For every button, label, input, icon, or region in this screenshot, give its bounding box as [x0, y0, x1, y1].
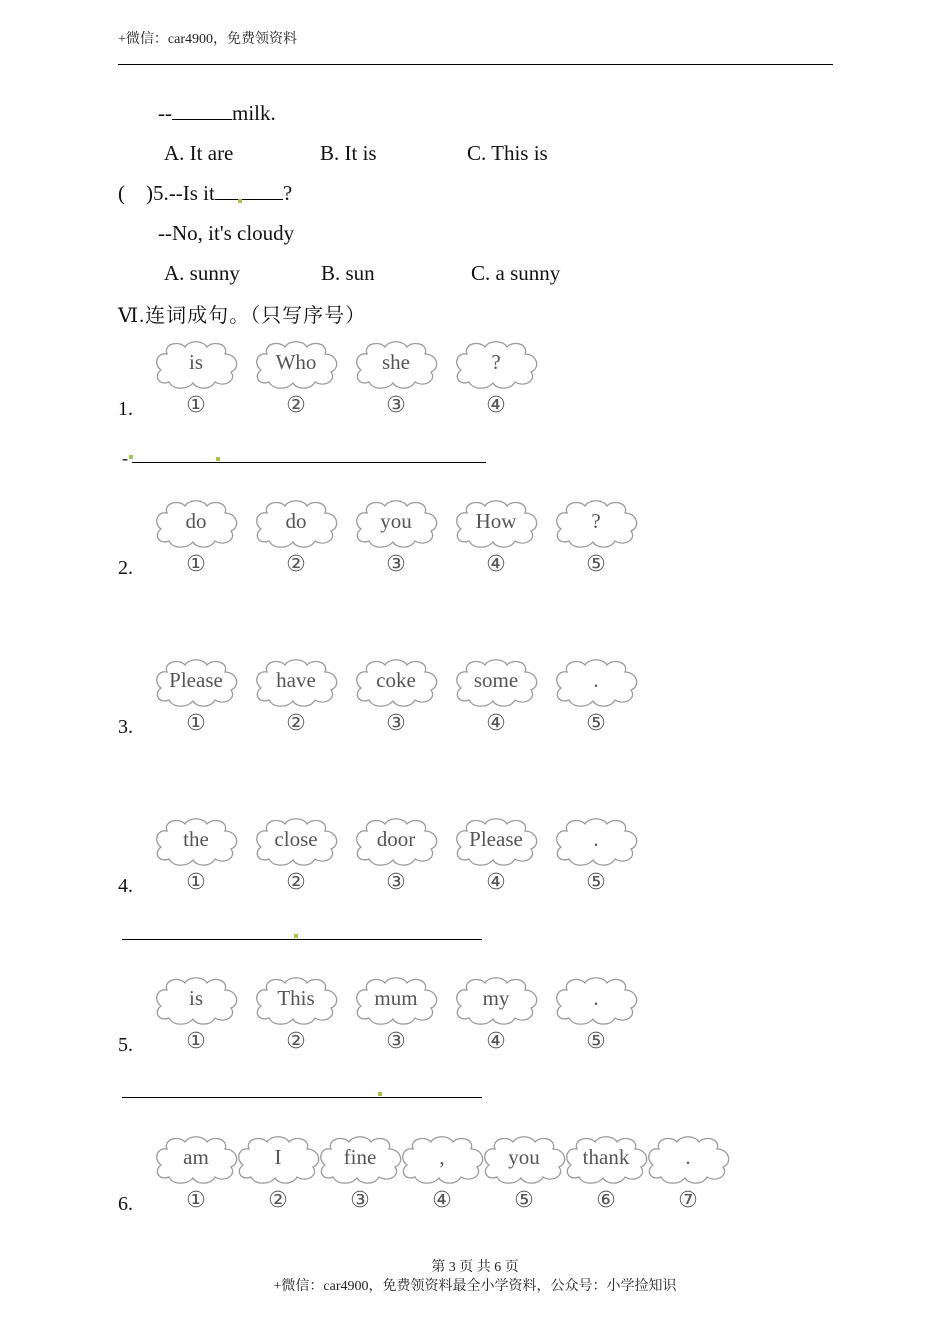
cloud-word: . — [593, 668, 599, 692]
cloud-word: . — [593, 986, 599, 1010]
marker-dot — [238, 199, 242, 203]
q4-tail-prefix: -- — [158, 101, 172, 125]
word-cloud — [353, 817, 439, 863]
sentence-number: 4. — [118, 875, 133, 897]
word-cloud — [563, 1135, 649, 1181]
cloud-word: she — [382, 350, 410, 374]
word-cloud — [453, 817, 539, 863]
cloud-word: ? — [491, 350, 501, 374]
circled-number: ③ — [386, 870, 406, 895]
word-cloud — [353, 340, 439, 386]
cloud-word: the — [183, 827, 209, 851]
circled-number: ③ — [386, 552, 406, 577]
word-cloud — [553, 658, 639, 704]
cloud-word: thank — [582, 1145, 630, 1169]
circled-number: ② — [286, 1029, 306, 1054]
marker-dot — [378, 1092, 382, 1096]
circled-number: ② — [286, 393, 306, 418]
circled-number: ④ — [486, 393, 506, 418]
q5-option-a: A. sunny — [164, 261, 240, 285]
word-cloud — [153, 499, 239, 545]
cloud-word: am — [183, 1145, 209, 1169]
cloud-word: my — [482, 986, 510, 1010]
circled-number: ① — [186, 711, 206, 736]
header-text: +微信：car4900，免费领资料 — [118, 32, 297, 47]
marker-dot — [129, 455, 133, 459]
word-cloud — [253, 658, 339, 704]
word-cloud — [235, 1135, 321, 1181]
cloud-word: I — [274, 1145, 282, 1169]
word-cloud — [153, 817, 239, 863]
circled-number: ① — [186, 1188, 206, 1213]
word-cloud — [153, 976, 239, 1022]
cloud-word: , — [439, 1145, 445, 1169]
word-cloud — [153, 340, 239, 386]
word-cloud — [153, 658, 239, 704]
marker-dot — [216, 457, 220, 461]
q4-option-c: C. This is — [467, 141, 548, 165]
cloud-word: is — [188, 986, 203, 1010]
cloud-word: coke — [376, 668, 416, 692]
word-cloud — [553, 817, 639, 863]
circled-number: ③ — [386, 711, 406, 736]
word-cloud — [353, 976, 439, 1022]
cloud-word: close — [274, 827, 318, 851]
circled-number: ③ — [386, 393, 406, 418]
cloud-word: have — [276, 668, 316, 692]
cloud-word: Please — [469, 827, 523, 851]
answer-line-5[interactable] — [122, 1097, 482, 1098]
circled-number: ⑤ — [586, 1029, 606, 1054]
circled-number: ⑤ — [586, 711, 606, 736]
footer-text: +微信：car4900，免费领资料最全小学资料，公众号：小学捡知识 — [273, 1279, 677, 1294]
word-cloud — [317, 1135, 403, 1181]
word-cloud — [399, 1135, 485, 1181]
circled-number: ① — [186, 870, 206, 895]
answer-1-prefix: - — [122, 448, 128, 468]
circled-number: ② — [268, 1188, 288, 1213]
answer-line-4[interactable] — [122, 939, 482, 940]
cloud-word: you — [380, 509, 412, 533]
sentence-number: 3. — [118, 716, 133, 738]
circled-number: ⑤ — [586, 870, 606, 895]
circled-number: ④ — [486, 552, 506, 577]
q5-stem-text: ( )5.--Is it — [118, 181, 215, 205]
circled-number: ④ — [432, 1188, 452, 1213]
circled-number: ① — [186, 393, 206, 418]
cloud-word: Who — [275, 350, 317, 374]
q4-option-a: A. It are — [164, 141, 234, 165]
header-divider — [118, 64, 833, 65]
marker-dot — [294, 934, 298, 938]
q5-stem — [118, 181, 292, 206]
q4-tail-suffix: milk. — [232, 101, 276, 125]
circled-number: ④ — [486, 870, 506, 895]
sentence-number: 1. — [118, 398, 133, 420]
word-cloud — [553, 976, 639, 1022]
sentence-number: 2. — [118, 557, 133, 579]
circled-number: ① — [186, 1029, 206, 1054]
q5-reply: --No, it's cloudy — [158, 221, 295, 245]
q5-stem-end: ? — [282, 181, 293, 205]
answer-line-1[interactable] — [132, 462, 486, 463]
word-cloud — [453, 340, 539, 386]
cloud-word: some — [473, 668, 519, 692]
word-cloud — [553, 499, 639, 545]
section-6-title: Ⅵ.连词成句。（只写序号） — [118, 305, 367, 327]
cloud-word: How — [475, 509, 517, 533]
cloud-word: ? — [591, 509, 601, 533]
circled-number: ⑦ — [678, 1188, 698, 1213]
cloud-word: This — [277, 986, 315, 1010]
cloud-word: do — [185, 509, 207, 533]
cloud-word: . — [593, 827, 599, 851]
q5-option-c: C. a sunny — [471, 261, 561, 285]
word-cloud — [253, 976, 339, 1022]
circled-number: ④ — [486, 711, 506, 736]
circled-number: ⑤ — [586, 552, 606, 577]
word-cloud — [253, 499, 339, 545]
circled-number: ④ — [486, 1029, 506, 1054]
q4-blank — [172, 101, 232, 120]
cloud-word: do — [285, 509, 307, 533]
circled-number: ② — [286, 552, 306, 577]
word-cloud — [481, 1135, 567, 1181]
footer-page-number: 第 3 页 共 6 页 — [431, 1260, 519, 1275]
cloud-word: you — [508, 1145, 540, 1169]
q4-tail — [158, 101, 276, 126]
cloud-word: is — [188, 350, 203, 374]
cloud-word: fine — [343, 1145, 377, 1169]
circled-number: ③ — [386, 1029, 406, 1054]
word-cloud — [453, 658, 539, 704]
sentence-number: 6. — [118, 1193, 133, 1215]
q5-blank — [215, 181, 283, 200]
word-cloud — [353, 658, 439, 704]
circled-number: ② — [286, 870, 306, 895]
cloud-word: mum — [374, 986, 418, 1010]
circled-number: ① — [186, 552, 206, 577]
word-cloud — [645, 1135, 731, 1181]
circled-number: ⑥ — [596, 1188, 616, 1213]
cloud-word: door — [376, 827, 416, 851]
q5-option-b: B. sun — [321, 261, 375, 285]
word-cloud — [453, 976, 539, 1022]
word-cloud — [253, 817, 339, 863]
sentence-number: 5. — [118, 1034, 133, 1056]
word-cloud — [253, 340, 339, 386]
circled-number: ② — [286, 711, 306, 736]
word-cloud — [153, 1135, 239, 1181]
cloud-word: . — [685, 1145, 691, 1169]
circled-number: ③ — [350, 1188, 370, 1213]
word-cloud — [353, 499, 439, 545]
q4-option-b: B. It is — [320, 141, 377, 165]
cloud-word: Please — [169, 668, 223, 692]
word-cloud — [453, 499, 539, 545]
circled-number: ⑤ — [514, 1188, 534, 1213]
